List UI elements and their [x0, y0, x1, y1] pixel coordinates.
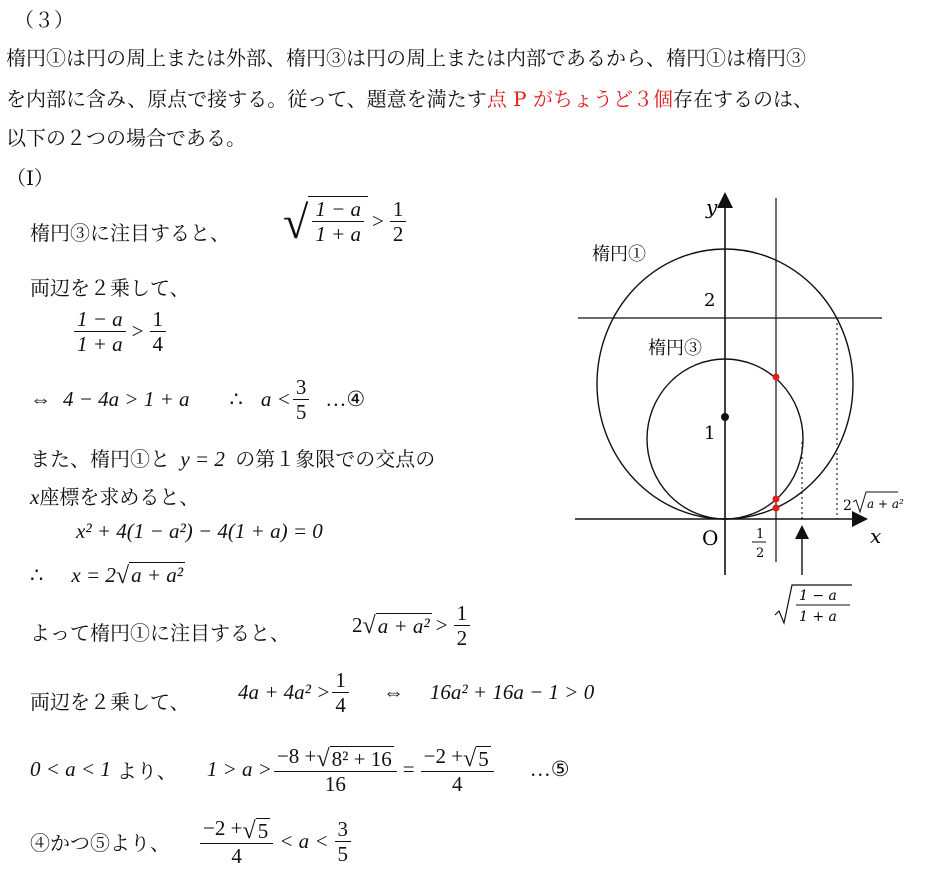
- step3-den: 1 + a: [77, 332, 123, 357]
- intersection-point-mid: [773, 496, 780, 503]
- ellipse-3-label: 楕円③: [648, 338, 702, 359]
- step5-line: [30, 443, 435, 472]
- step9-den: 2: [456, 626, 468, 651]
- step4-line: [30, 375, 365, 424]
- step12-rden: 5: [337, 842, 349, 867]
- step4-arrow: ⇔: [30, 387, 51, 412]
- paragraph-line-2-b: 存在するのは、: [672, 87, 813, 111]
- origin-label: O: [702, 526, 719, 550]
- ellipse-diagram: [570, 190, 904, 630]
- step4-ref: …④: [325, 387, 366, 412]
- step8-lhs: x = 2: [71, 562, 116, 587]
- step10-arrow: ⇔: [382, 680, 404, 705]
- step10-text: 両辺を２乗して、: [30, 690, 190, 714]
- step12-rnum: 3: [335, 817, 352, 842]
- step11-ref: …⑤: [529, 757, 570, 782]
- step9-num: 1: [454, 601, 471, 626]
- step12-mid: < a <: [279, 829, 329, 854]
- step12-num-a: −2 +: [203, 816, 243, 840]
- step11-lhs: 1 > a >: [206, 757, 272, 782]
- step3-gt: >: [131, 319, 144, 344]
- tick-label-1: 1: [704, 423, 716, 444]
- step10-rhs: 16a² + 16a − 1 > 0: [429, 680, 595, 705]
- root-label-2: 2: [843, 498, 852, 514]
- step3-num: 1 − a: [74, 307, 126, 332]
- root-label-rad: a + a²: [867, 497, 904, 511]
- step1-den: 1 + a: [315, 222, 362, 247]
- step6-text: 座標を求めると、: [39, 485, 200, 509]
- step11-text: より、: [116, 761, 177, 784]
- root-label-num: 1 − a: [799, 588, 837, 604]
- step9-text: よって楕円①に注目すると、: [30, 621, 290, 645]
- tick-label-2: 2: [704, 290, 716, 311]
- step9-gt: >: [435, 613, 448, 638]
- step4-lhs: a <: [260, 387, 291, 412]
- step9-inequality: [352, 601, 472, 650]
- step7-expr: x² + 4(1 − a²) − 4(1 + a) = 0: [76, 519, 323, 543]
- step10-den: 4: [335, 693, 346, 718]
- step3-inequality: [72, 307, 168, 356]
- step12-num-rad: 5: [257, 818, 269, 843]
- paragraph-line-2-a: を内部に含み、原点で接する。従って、題意を満たす: [6, 87, 487, 111]
- step11-num1-a: −8 +: [276, 744, 317, 768]
- step1-gt: >: [372, 208, 384, 233]
- paragraph-line-1: 楕円①は円の周上または外部、楕円③は円の周上または内部であるから、楕円①は楕円③: [6, 46, 806, 70]
- step11-num2-a: −2 +: [423, 744, 464, 768]
- step11-sqrt1: √ 8² + 16: [316, 744, 392, 772]
- step5-text-b: の第１象限での交点の: [235, 447, 436, 471]
- step12-text: ④かつ⑤より、: [30, 833, 170, 856]
- intersection-point-lower: [773, 505, 780, 512]
- step11-cond: 0 < a < 1: [30, 757, 111, 782]
- step6-math: x: [30, 485, 40, 509]
- step8-sqrt: √ a + a²: [115, 561, 184, 589]
- step1-inequality: [283, 196, 408, 249]
- step12-den: 4: [231, 843, 242, 868]
- step11-num1-rad: 8² + 16: [331, 746, 392, 771]
- root-label-den: 1 + a: [799, 609, 837, 625]
- paragraph-line-2: [6, 83, 813, 112]
- step4-den: 5: [295, 400, 307, 425]
- step11-sqrt2: √ 5: [463, 744, 489, 772]
- step12-line: [30, 816, 353, 868]
- step11-den1: 16: [324, 771, 346, 796]
- step1-rhs-num: 1: [390, 197, 407, 222]
- step3-rhs-num: 1: [150, 307, 167, 332]
- step4-therefore: ∴: [229, 387, 243, 412]
- step1-text: 楕円③に注目すると、: [30, 221, 230, 245]
- part-label: （３）: [14, 8, 74, 32]
- step9-lhs: 2: [352, 613, 363, 638]
- step8-line: [30, 562, 185, 588]
- step5-text-a: また、楕円①と: [30, 447, 170, 471]
- paragraph-line-3: 以下の２つの場合である。: [6, 126, 246, 150]
- half-num: 1: [756, 527, 765, 542]
- step8-therefore: ∴: [30, 562, 44, 587]
- step2-text: 両辺を２乗して、: [30, 276, 190, 300]
- step11-eq: =: [402, 757, 415, 782]
- ellipse-1-label: 楕円①: [592, 244, 646, 265]
- step1-sqrt: √ $\frac{1 - a}{1 + a}$: [283, 196, 368, 246]
- step11-line: [30, 744, 570, 796]
- step10-lhs: 4a + 4a² >: [238, 680, 331, 705]
- case-label: （Ⅰ）: [6, 166, 54, 190]
- step4-num: 3: [293, 375, 310, 400]
- step10-inequality: [238, 668, 594, 717]
- intersection-point-upper: [773, 374, 780, 381]
- step11-den2: 4: [451, 771, 463, 796]
- x-axis-label: x: [870, 524, 882, 548]
- step9-sqrt: √ a + a²: [362, 612, 430, 640]
- step9-rad: a + a²: [377, 613, 430, 638]
- highlight-three-points: 点 P がちょうど３個: [486, 87, 673, 111]
- step10-num: 1: [332, 668, 349, 693]
- step5-math: y = 2: [180, 447, 225, 471]
- y-axis-label: y: [706, 195, 718, 219]
- step8-rad: a + a²: [131, 563, 184, 587]
- center-dot: [721, 413, 729, 421]
- step4-expr: 4 − 4a > 1 + a: [63, 387, 190, 412]
- step12-sqrt: √ 5: [242, 816, 269, 844]
- step6-line: [30, 481, 199, 510]
- step1-rhs-den: 2: [392, 221, 404, 246]
- step1-num: 1 − a: [312, 197, 364, 222]
- step3-rhs-den: 4: [152, 332, 164, 357]
- step11-num2-rad: 5: [478, 746, 489, 771]
- half-den: 2: [756, 546, 765, 561]
